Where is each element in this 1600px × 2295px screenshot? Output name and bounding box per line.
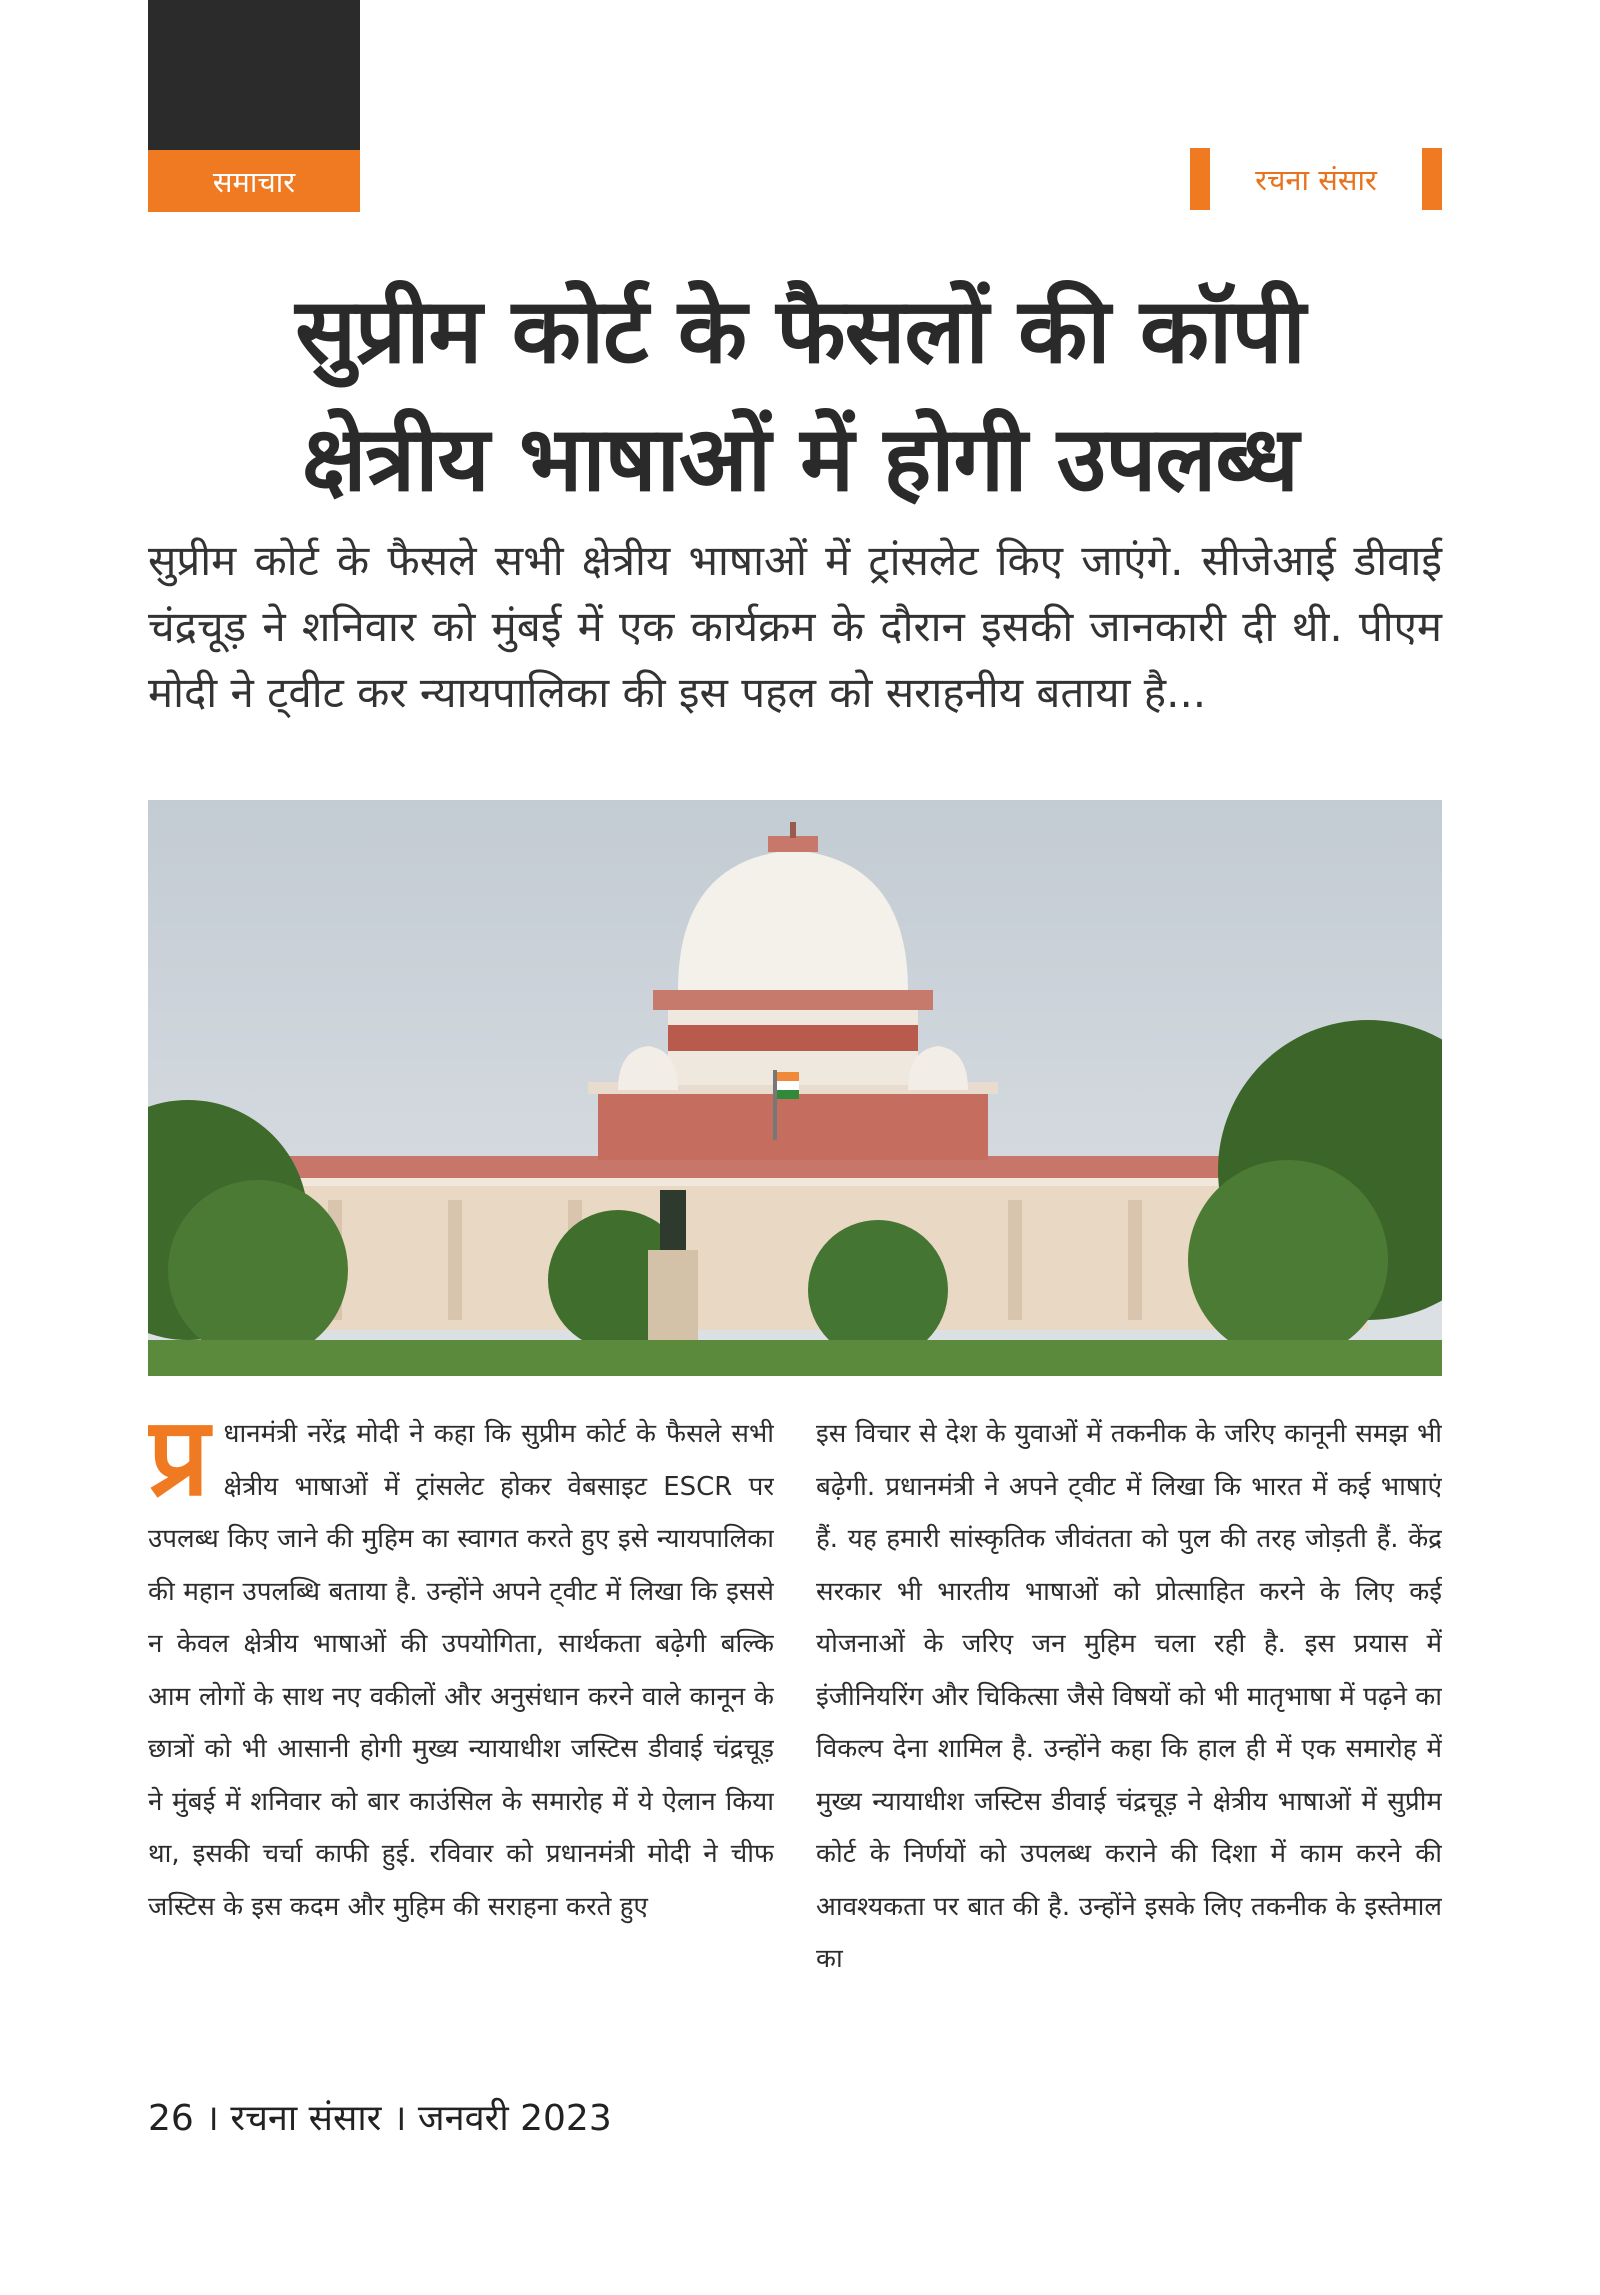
page-footer: 26 । रचना संसार । जनवरी 2023 (148, 2098, 612, 2139)
magazine-tag-label: रचना संसार (1255, 162, 1377, 197)
article-column-2 (816, 1408, 1442, 2048)
magazine-tag (1190, 148, 1442, 210)
headline-line-1: सुप्रीम कोर्ट के फैसलों की कॉपी (295, 279, 1305, 384)
header-dark-block (148, 0, 360, 150)
article-paragraph-1: धानमंत्री नरेंद्र मोदी ने कहा कि सुप्रीम कोर्ट के फैसले सभी क्षेत्रीय भाषाओं में ट्रांसलेट होकर वेबसाइट ESCR पर उपलब्ध किए जाने की मुहिम का स्वागत करते हुए इसे न्यायपालिका की महान उपलब्धि बताया है. उन्होंने अपने ट्वीट में लिखा कि इससे न केवल क्षेत्रीय भाषाओं की उपयोगिता, सार्थकता बढ़ेगी बल्कि आम लोगों के साथ नए वकीलों और अनुसंधान करने वाले कानून के छात्रों को भी आसानी होगी मुख्य न्यायाधीश जस्टिस डीवाई चंद्रचूड़ ने मुंबई में शनिवार को बार काउंसिल के समारोह में ये ऐलान किया था, इसकी चर्चा काफी हुई. रविवार को प्रधानमंत्री मोदी ने चीफ जस्टिस के इस कदम और मुहिम की सराहना करते हुए (148, 1419, 774, 1922)
tag-bar-right (1422, 148, 1442, 210)
article-deck: सुप्रीम कोर्ट के फैसले सभी क्षेत्रीय भाषाओं में ट्रांसलेट किए जाएंगे. सीजेआई डीवाई चंद्रचूड़ ने शनिवार को मुंबई में एक कार्यक्रम के दौरान इसकी जानकारी दी थी. पीएम मोदी ने ट्वीट कर न्यायपालिका की इस पहल को सराहनीय बताया है... (148, 536, 1442, 717)
drop-cap: प्र (148, 1408, 210, 1520)
tag-bar-left (1190, 148, 1210, 210)
supreme-court-building-photo (148, 800, 1442, 1376)
article-paragraph-2: इस विचार से देश के युवाओं में तकनीक के जरिए कानूनी समझ भी बढ़ेगी. प्रधानमंत्री ने अपने ट्वीट में लिखा कि भारत में कई भाषाएं हैं. यह हमारी सांस्कृतिक जीवंतता को पुल की तरह जोड़ती हैं. केंद्र सरकार भी भारतीय भाषाओं को प्रोत्साहित करने के लिए कई योजनाओं के जरिए जन मुहिम चला रही है. इस प्रयास में इंजीनियरिंग और चिकित्सा जैसे विषयों को भी मातृभाषा में पढ़ने का विकल्प देना शामिल है. उन्होंने कहा कि हाल ही में एक समारोह में मुख्य न्यायाधीश जस्टिस डीवाई चंद्रचूड़ ने क्षेत्रीय भाषाओं में सुप्रीम कोर्ट के निर्णयों को उपलब्ध कराने की दिशा में काम करने की आवश्यकता पर बात की है. उन्होंने इसके लिए तकनीक के इस्तेमाल का (816, 1419, 1442, 1974)
headline-line-2: क्षेत्रीय भाषाओं में होगी उपलब्ध (302, 407, 1298, 512)
article-column-1 (148, 1408, 774, 2048)
section-tab: समाचार (148, 150, 360, 212)
headline (150, 268, 1450, 524)
